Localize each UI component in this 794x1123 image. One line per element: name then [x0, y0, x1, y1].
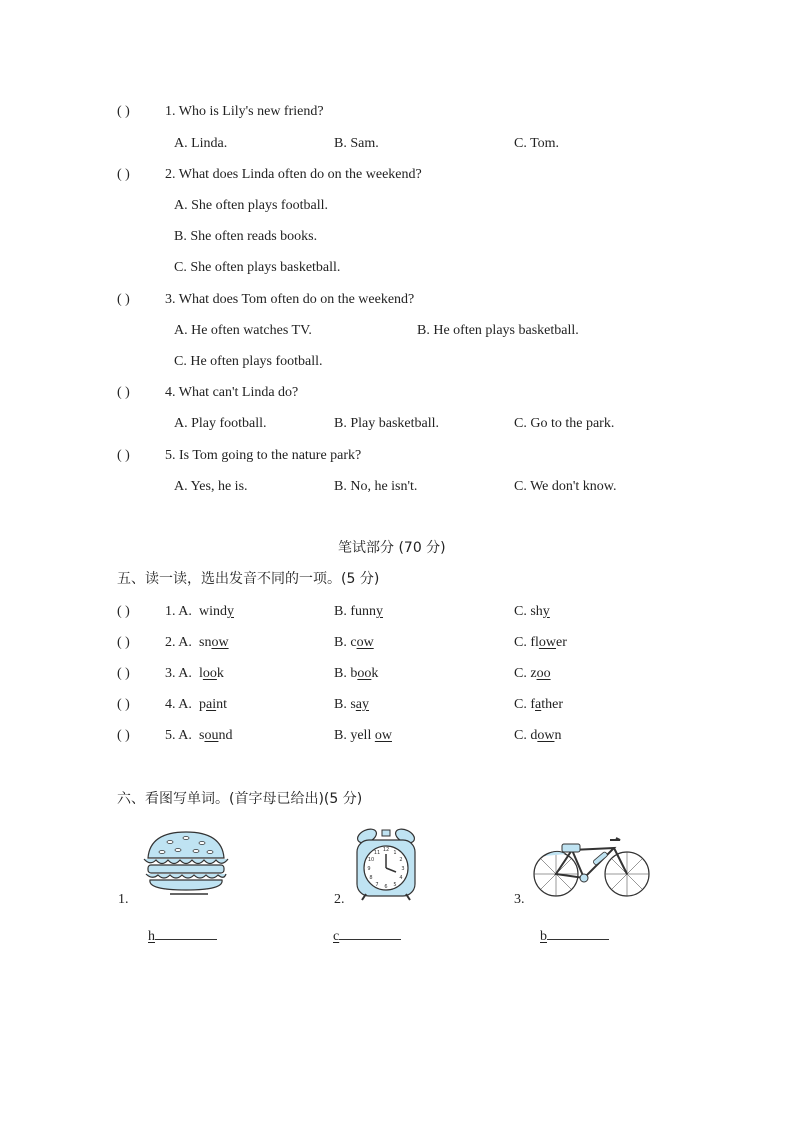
answer-line[interactable] [339, 927, 401, 940]
option-b: B. book [334, 666, 379, 681]
option-a: A. She often plays football. [174, 198, 328, 213]
answer-paren[interactable]: ( ) [117, 385, 130, 400]
answer-paren[interactable]: ( ) [117, 292, 130, 307]
svg-text:2: 2 [399, 857, 403, 863]
svg-text:6: 6 [384, 884, 388, 890]
phonics-row [117, 604, 130, 620]
phonics-row [117, 635, 130, 651]
word-blank-clock[interactable] [333, 927, 401, 945]
svg-text:8: 8 [369, 875, 373, 881]
svg-text:3: 3 [401, 866, 405, 872]
question-text: 3. What does Tom often do on the weekend? [165, 292, 415, 307]
section5-title: 五、读一读，选出发音不同的一项。(5 分) [117, 571, 380, 587]
item-number: 3. A. [165, 666, 192, 681]
question-text: 2. What does Linda often do on the weekend? [165, 167, 422, 182]
item-number: 4. A. [165, 697, 192, 712]
answer-line[interactable] [547, 927, 609, 940]
svg-text:12: 12 [382, 847, 390, 853]
option-c: C. She often plays basketball. [174, 260, 341, 275]
option-c: C. zoo [514, 666, 551, 681]
answer-paren[interactable]: ( ) [117, 697, 130, 712]
svg-text:9: 9 [367, 866, 371, 872]
option-c: C. shy [514, 604, 550, 619]
option-a: A. Linda. [174, 136, 228, 151]
word-blank-hamburger[interactable] [148, 927, 217, 945]
first-letter: b [540, 929, 547, 944]
section6-title: 六、看图写单词。(首字母已给出)(5 分) [117, 791, 363, 807]
option-a: A. Yes, he is. [174, 479, 248, 494]
option-c: C. flower [514, 635, 567, 650]
answer-paren[interactable]: ( ) [117, 728, 130, 743]
item-number: 1. A. [165, 604, 192, 619]
option-b: B. Sam. [334, 136, 379, 151]
option-c: C. Tom. [514, 136, 560, 151]
svg-text:11: 11 [373, 850, 381, 856]
option-b: B. cow [334, 635, 374, 650]
question-text: 5. Is Tom going to the nature park? [165, 448, 362, 463]
svg-text:7: 7 [375, 882, 379, 888]
written-part-title: 笔试部分 (70 分) [338, 540, 446, 556]
hamburger-icon [140, 828, 232, 898]
answer-paren[interactable]: ( ) [117, 635, 130, 650]
picture-number: 1. [118, 892, 129, 907]
item-number: 2. A. [165, 635, 192, 650]
phonics-row [117, 697, 130, 713]
svg-text:5: 5 [393, 882, 397, 888]
option-a: paint [199, 697, 227, 712]
phonics-row [117, 666, 130, 682]
word-blank-bike[interactable] [540, 927, 609, 945]
answer-paren[interactable]: ( ) [117, 448, 130, 463]
svg-text:10: 10 [367, 857, 375, 863]
option-b: B. She often reads books. [174, 229, 318, 244]
option-b: B. Play basketball. [334, 416, 439, 431]
option-a: A. Play football. [174, 416, 267, 431]
answer-line[interactable] [155, 927, 217, 940]
option-c: C. down [514, 728, 562, 743]
answer-paren[interactable]: ( ) [117, 604, 130, 619]
option-b: B. No, he isn't. [334, 479, 418, 494]
svg-text:1: 1 [393, 850, 397, 856]
picture-number: 2. [334, 892, 345, 907]
option-a: look [199, 666, 224, 681]
bicycle-icon [532, 834, 652, 900]
option-a: sound [199, 728, 233, 743]
first-letter: c [333, 929, 340, 944]
phonics-row [117, 728, 130, 744]
answer-paren[interactable]: ( ) [117, 104, 130, 119]
question-text: 4. What can't Linda do? [165, 385, 299, 400]
alarm-clock-icon [352, 826, 420, 902]
picture-number: 3. [514, 892, 525, 907]
option-b: B. say [334, 697, 370, 712]
answer-paren[interactable]: ( ) [117, 666, 130, 681]
option-a: windy [199, 604, 234, 619]
answer-paren[interactable]: ( ) [117, 167, 130, 182]
question-text: 1. Who is Lily's new friend? [165, 104, 324, 119]
item-number: 5. A. [165, 728, 192, 743]
option-b: B. yell ow [334, 728, 392, 743]
option-c: C. father [514, 697, 563, 712]
option-c: C. He often plays football. [174, 354, 323, 369]
option-b: B. He often plays basketball. [417, 323, 579, 338]
option-a: snow [199, 635, 229, 650]
first-letter: h [148, 929, 155, 944]
option-c: C. We don't know. [514, 479, 617, 494]
option-a: A. He often watches TV. [174, 323, 312, 338]
svg-text:4: 4 [399, 875, 403, 881]
option-c: C. Go to the park. [514, 416, 615, 431]
option-b: B. funny [334, 604, 383, 619]
